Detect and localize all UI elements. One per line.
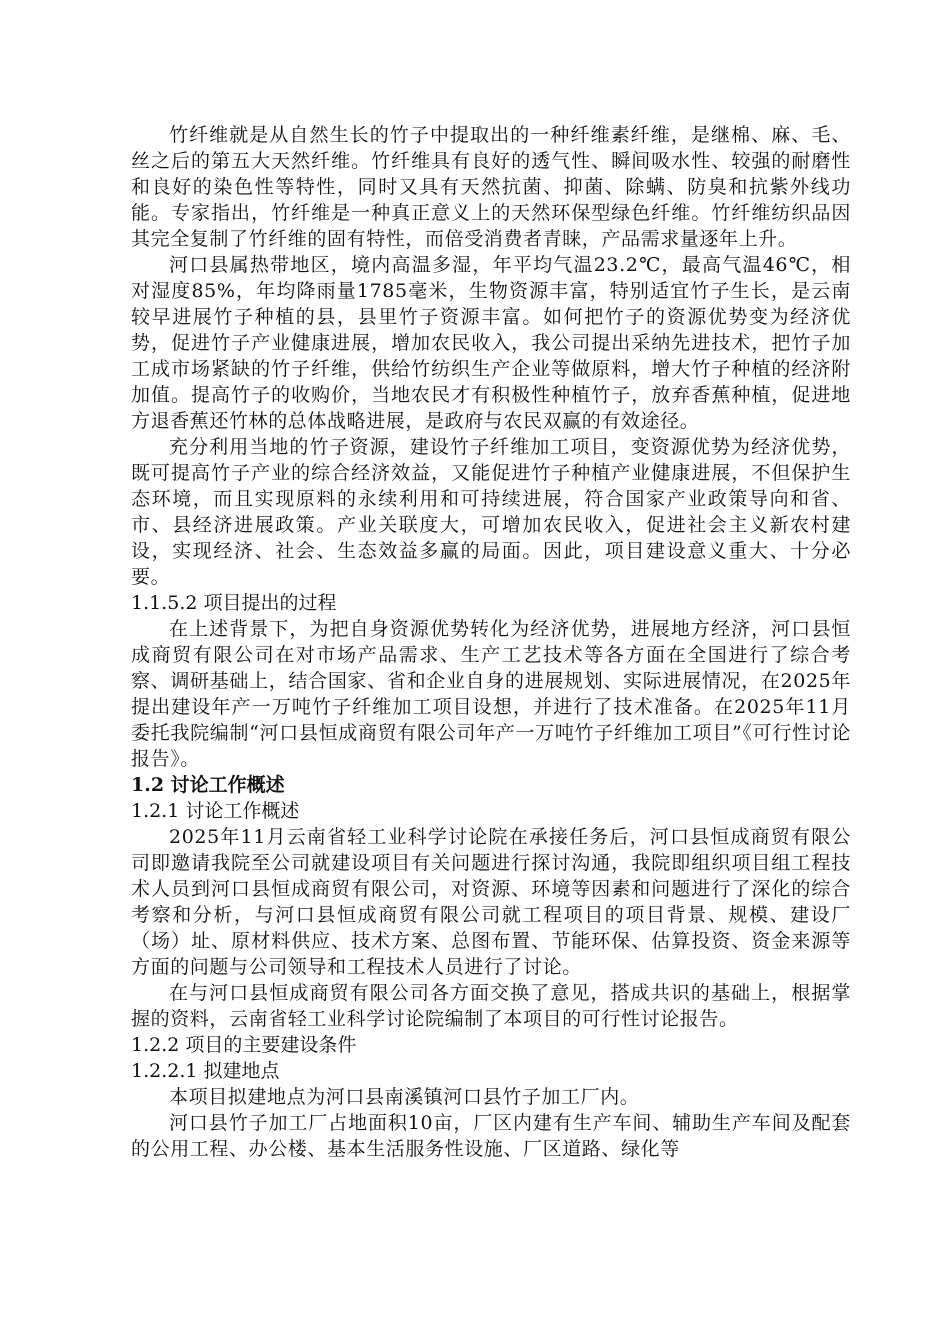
paragraph-consensus: 在与河口县恒成商贸有限公司各方面交换了意见，搭成共识的基础上，根据掌握的资料，云南省轻工业科学讨论院编制了本项目的可行性讨论报告。 xyxy=(131,982,851,1030)
paragraph-research-process: 2025年11月云南省轻工业科学讨论院在承接任务后，河口县恒成商贸有限公司即邀请我院至公司就建设项目有关问题进行探讨沟通，我院即组织项目组工程技术人员到河口县恒成商贸有限公司，对资源、环境等因素和问题进行了深化的综合考察和分析，与河口县恒成商贸有限公司就工程项目的项目背景、规模、建设厂（场）址、原材料供应、技术方案、总图布置、节能环保、估算投资、资金来源等方面的问题与公司领导和工程技术人员进行了讨论。 xyxy=(131,826,851,978)
paragraph-factory-area: 河口县竹子加工厂占地面积10亩，厂区内建有生产车间、辅助生产车间及配套的公用工程、办公楼、基本生活服务性设施、厂区道路、绿化等 xyxy=(131,1112,851,1160)
section-heading-1-2-2-1: 1.2.2.1 拟建地点 xyxy=(131,1060,280,1082)
paragraph-resource-utilization: 充分利用当地的竹子资源，建设竹子纤维加工项目，变资源优势为经济优势，既可提高竹子产业的综合经济效益，又能促进竹子种植产业健康进展，不但保护生态环境，而且实现原料的永续利用和可持续进展，符合国家产业政策导向和省、市、县经济进展政策。产业关联度大，可增加农民收入，促进社会主义新农村建设，实现经济、社会、生态效益多赢的局面。因此，项目建设意义重大、十分必要。 xyxy=(131,436,851,588)
paragraph-site-location: 本项目拟建地点为河口县南溪镇河口县竹子加工厂内。 xyxy=(169,1086,640,1108)
section-heading-1-2-1: 1.2.1 讨论工作概述 xyxy=(131,800,300,822)
section-heading-1-2-2: 1.2.2 项目的主要建设条件 xyxy=(131,1034,357,1056)
section-heading-1-2: 1.2 讨论工作概述 xyxy=(131,774,285,796)
document-page xyxy=(131,122,851,1162)
section-heading-1-1-5-2: 1.1.5.2 项目提出的过程 xyxy=(131,592,337,614)
paragraph-project-background: 在上述背景下，为把自身资源优势转化为经济优势，进展地方经济，河口县恒成商贸有限公司在对市场产品需求、生产工艺技术等各方面在全国进行了综合考察、调研基础上，结合国家、省和企业自身的进展规划、实际进展情况，在2025年提出建设年产一万吨竹子纤维加工项目设想，并进行了技术准备。在2025年11月委托我院编制“河口县恒成商贸有限公司年产一万吨竹子纤维加工项目”《可行性讨论报告》。 xyxy=(131,618,851,770)
paragraph-bamboo-fiber-intro: 竹纤维就是从自然生长的竹子中提取出的一种纤维素纤维，是继棉、麻、毛、丝之后的第五大天然纤维。竹纤维具有良好的透气性、瞬间吸水性、较强的耐磨性和良好的染色性等特性，同时又具有天然抗菌、抑菌、除螨、防臭和抗紫外线功能。专家指出，竹纤维是一种真正意义上的天然环保型绿色纤维。竹纤维纺织品因其完全复制了竹纤维的固有特性，而倍受消费者青睐，产品需求量逐年上升。 xyxy=(131,124,851,250)
paragraph-hekou-climate: 河口县属热带地区，境内高温多湿，年平均气温23.2℃，最高气温46℃，相对湿度85%，年均降雨量1785毫米，生物资源丰富，特别适宜竹子生长，是云南较早进展竹子种植的县，县里竹子资源丰富。如何把竹子的资源优势变为经济优势，促进竹子产业健康进展，增加农民收入，我公司提出采纳先进技术，把竹子加工成市场紧缺的竹子纤维，供给竹纺织生产企业等做原料，增大竹子种植的经济附加值。提高竹子的收购价，当地农民才有积极性种植竹子，放弃香蕉种植，促进地方退香蕉还竹林的总体战略进展，是政府与农民双赢的有效途径。 xyxy=(131,254,851,432)
